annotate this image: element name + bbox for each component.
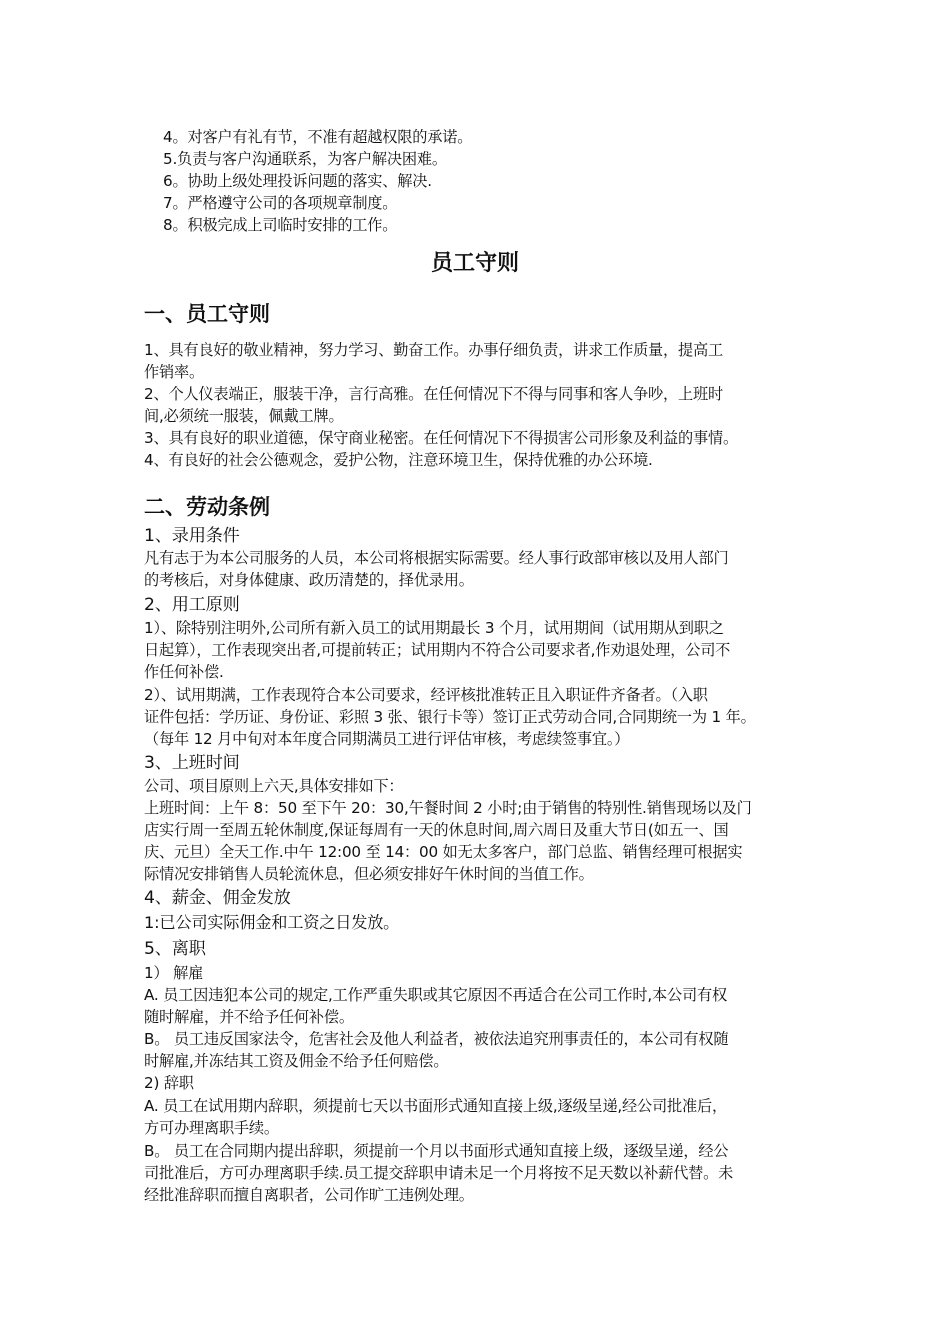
sub2-line: 证件包括：学历证、身份证、彩照 3 张、银行卡等）签订正式劳动合同,合同期统一为 1 年。 bbox=[144, 708, 756, 726]
section1-line: 1、具有良好的敬业精神，努力学习、勤奋工作。办事仔细负责，讲求工作质量，提高工 bbox=[144, 341, 723, 359]
sub5-line: A. 员工在试用期内辞职，须提前七天以书面形式通知直接上级,逐级呈递,经公司批准后， bbox=[144, 1097, 727, 1115]
sub3-line: 际情况安排销售人员轮流休息，但必须安排好午休时间的当值工作。 bbox=[144, 865, 594, 883]
sub1-line: 的考核后，对身体健康、政历清楚的，择优录用。 bbox=[144, 571, 474, 589]
sub5-title: 5、离职 bbox=[144, 939, 206, 959]
sub2-line: 作任何补偿. bbox=[144, 663, 224, 681]
document-title: 员工守则 bbox=[430, 251, 519, 276]
sub5-line: 时解雇,并冻结其工资及佣金不给予任何赔偿。 bbox=[144, 1052, 449, 1070]
sub3-line: 上班时间：上午 8：50 至下午 20：30,午餐时间 2 小时;由于销售的特别性.销售现场以及门 bbox=[144, 799, 752, 817]
sub3-line: 公司、项目原则上六天,具体安排如下： bbox=[144, 777, 404, 795]
sub1-title: 1、录用条件 bbox=[144, 526, 240, 546]
section2-heading: 二、劳动条例 bbox=[144, 495, 270, 519]
sub4-title: 4、薪金、佣金发放 bbox=[144, 888, 291, 908]
sub2-title: 2、用工原则 bbox=[144, 595, 240, 615]
intro-item-7: 7。严格遵守公司的各项规章制度。 bbox=[163, 194, 398, 212]
section1-line: 间,必须统一服装，佩戴工牌。 bbox=[144, 407, 344, 425]
section1-heading: 一、员工守则 bbox=[144, 302, 270, 326]
intro-item-4: 4。对客户有礼有节，不准有超越权限的承诺。 bbox=[163, 128, 473, 146]
sub5-line: 随时解雇，并不给予任何补偿。 bbox=[144, 1008, 354, 1026]
intro-item-8: 8。积极完成上司临时安排的工作。 bbox=[163, 216, 398, 234]
intro-item-5: 5.负责与客户沟通联系，为客户解决困难。 bbox=[163, 150, 447, 168]
sub5-line: 2) 辞职 bbox=[144, 1074, 194, 1092]
sub3-title: 3、上班时间 bbox=[144, 753, 240, 773]
sub2-line: （每年 12 月中旬对本年度合同期满员工进行评估审核，考虑续签事宜。） bbox=[144, 730, 630, 748]
sub1-line: 凡有志于为本公司服务的人员，本公司将根据实际需要。经人事行政部审核以及用人部门 bbox=[144, 549, 729, 567]
section1-line: 4、有良好的社会公德观念，爱护公物，注意环境卫生，保持优雅的办公环境. bbox=[144, 451, 653, 469]
sub5-line: A. 员工因违犯本公司的规定,工作严重失职或其它原因不再适合在公司工作时,本公司有权 bbox=[144, 986, 727, 1004]
sub2-line: 2）、试用期满，工作表现符合本公司要求，经评核批准转正且入职证件齐备者。（入职 bbox=[144, 686, 708, 704]
section1-line: 3、具有良好的职业道德，保守商业秘密。在任何情况下不得损害公司形象及利益的事情。 bbox=[144, 429, 738, 447]
sub5-line: B。 员工在合同期内提出辞职，须提前一个月以书面形式通知直接上级，逐级呈递，经公 bbox=[144, 1142, 729, 1160]
intro-item-6: 6。协助上级处理投诉问题的落实、解决. bbox=[163, 172, 432, 190]
sub3-line: 庆、元旦）全天工作.中午 12:00 至 14：00 如无太多客户，部门总监、销售经理可根据实 bbox=[144, 843, 743, 861]
section1-line: 2、个人仪表端正，服装干净，言行高雅。在任何情况下不得与同事和客人争吵，上班时 bbox=[144, 385, 723, 403]
sub5-line: 方可办理离职手续。 bbox=[144, 1119, 279, 1137]
sub2-line: 1）、除特别注明外,公司所有新入员工的试用期最长 3 个月，试用期间（试用期从到职之 bbox=[144, 619, 724, 637]
sub5-line: 司批准后，方可办理离职手续.员工提交辞职申请未足一个月将按不足天数以补薪代替。未 bbox=[144, 1164, 734, 1182]
sub4-line: 1:已公司实际佣金和工资之日发放。 bbox=[144, 913, 400, 932]
sub2-line: 日起算），工作表现突出者,可提前转正；试用期内不符合公司要求者,作劝退处理，公司不 bbox=[144, 641, 731, 659]
sub3-line: 店实行周一至周五轮休制度,保证每周有一天的休息时间,周六周日及重大节日(如五一、国 bbox=[144, 821, 729, 839]
sub5-line: B。 员工违反国家法令，危害社会及他人利益者，被依法追究刑事责任的，本公司有权随 bbox=[144, 1030, 729, 1048]
sub5-line: 1） 解雇 bbox=[144, 964, 204, 982]
sub5-line: 经批准辞职而擅自离职者，公司作旷工违例处理。 bbox=[144, 1186, 474, 1204]
section1-line: 作销率。 bbox=[144, 363, 204, 381]
